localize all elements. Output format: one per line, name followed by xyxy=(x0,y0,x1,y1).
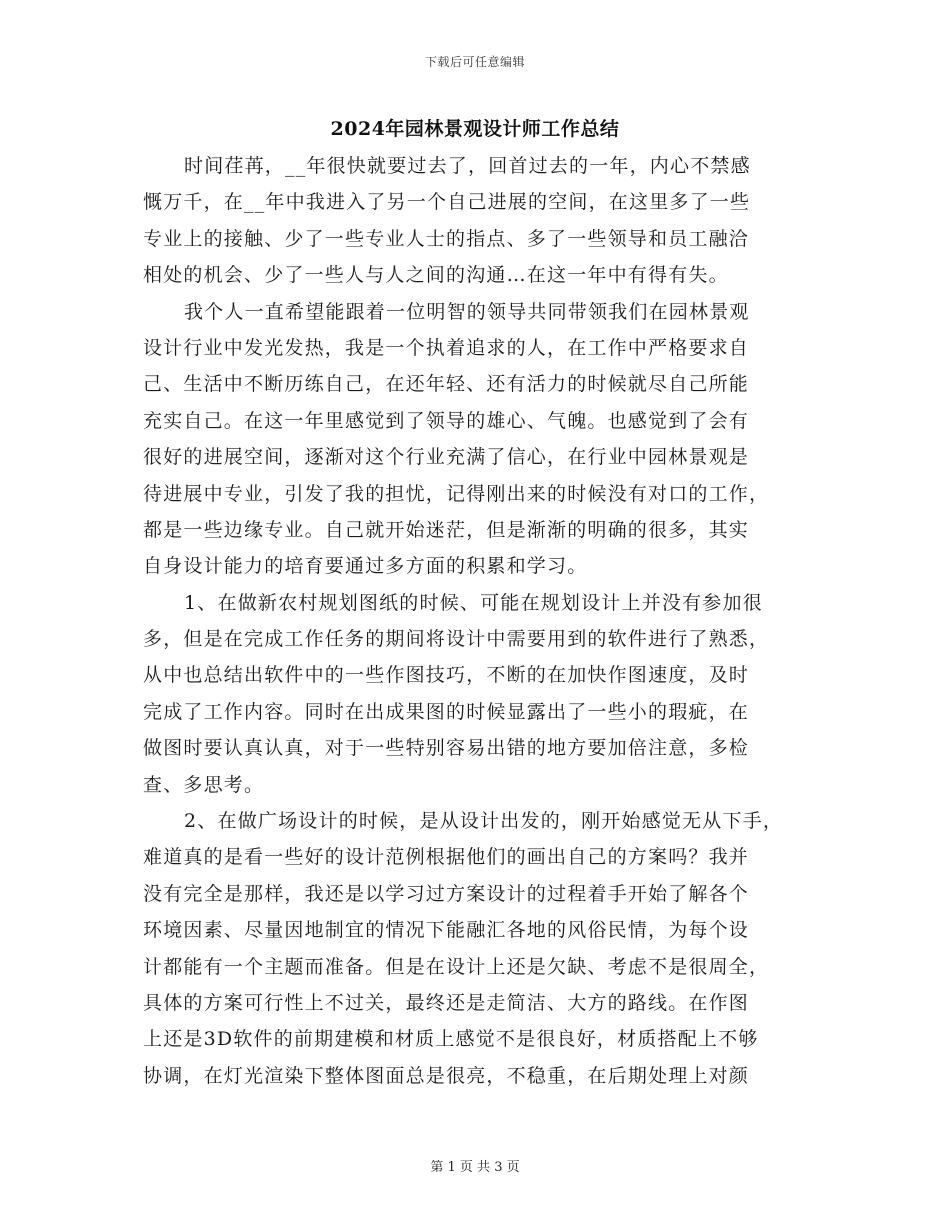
body-text-line: 都是一些边缘专业。自己就开始迷茫，但是渐渐的明确的很多，其实 xyxy=(143,518,750,541)
page-footer: 第 1 页 共 3 页 xyxy=(430,1160,520,1175)
body-text-line: 慨万千，在__年中我进入了另一个自己进展的空间，在这里多了一些 xyxy=(143,191,751,214)
body-text-line: 设计行业中发光发热，我是一个执着追求的人，在工作中严格要求自 xyxy=(143,336,750,359)
body-text-line: 协调，在灯光渲染下整体图面总是很亮，不稳重，在后期处理上对颜 xyxy=(143,1064,750,1087)
body-text-line: 时间荏苒，__年很快就要过去了，回首过去的一年，内心不禁感 xyxy=(184,155,751,177)
body-text-line: 很好的进展空间，逐渐对这个行业充满了信心，在行业中园林景观是 xyxy=(143,446,750,469)
body-text-line: 1、在做新农村规划图纸的时候、可能在规划设计上并没有参加很 xyxy=(184,591,763,614)
body-text-line: 自身设计能力的培育要通过多方面的积累和学习。 xyxy=(143,555,588,578)
body-text-line: 己、生活中不断历练自己，在还年轻、还有活力的时候就尽自己所能 xyxy=(143,373,750,396)
body-text-line: 多，但是在完成工作任务的期间将设计中需要用到的软件进行了熟悉， xyxy=(143,628,770,651)
body-text-line: 待进展中专业，引发了我的担忧，记得刚出来的时候没有对口的工作， xyxy=(143,482,770,505)
body-text-line: 难道真的是看一些好的设计范例根据他们的画出自己的方案吗？我并 xyxy=(143,846,750,869)
body-text-line: 相处的机会、少了一些人与人之间的沟通…在这一年中有得有失。 xyxy=(143,264,729,287)
body-text-line: 我个人一直希望能跟着一位明智的领导共同带领我们在园林景观 xyxy=(184,300,750,323)
body-text-line: 具体的方案可行性上不过关，最终还是走简洁、大方的路线。在作图 xyxy=(143,991,750,1014)
body-text-line: 查、多思考。 xyxy=(143,773,265,796)
body-text-line: 环境因素、尽量因地制宜的情况下能融汇各地的风俗民情，为每个设 xyxy=(143,919,750,942)
body-text-line: 完成了工作内容。同时在出成果图的时候显露出了一些小的瑕疵，在 xyxy=(143,700,750,723)
document-title: 2024年园林景观设计师工作总结 xyxy=(330,118,620,140)
body-text-line: 计都能有一个主题而准备。但是在设计上还是欠缺、考虑不是很周全， xyxy=(143,955,770,978)
body-text-line: 专业上的接触、少了一些专业人士的指点、多了一些领导和员工融洽 xyxy=(143,227,750,250)
body-text-line: 做图时要认真认真，对于一些特别容易出错的地方要加倍注意，多检 xyxy=(143,737,750,760)
document-body xyxy=(143,148,823,1094)
body-text-line: 没有完全是那样，我还是以学习过方案设计的过程着手开始了解各个 xyxy=(143,882,750,905)
body-text-line: 上还是3D软件的前期建模和材质上感觉不是很良好，材质搭配上不够 xyxy=(143,1028,759,1051)
body-text-line: 从中也总结出软件中的一些作图技巧，不断的在加快作图速度，及时 xyxy=(143,664,750,687)
body-text-line: 2、在做广场设计的时候，是从设计出发的，刚开始感觉无从下手， xyxy=(184,810,784,833)
page-header: 下载后可任意编辑 xyxy=(424,55,525,69)
body-text-line: 充实自己。在这一年里感觉到了领导的雄心、气魄。也感觉到了会有 xyxy=(143,409,750,432)
